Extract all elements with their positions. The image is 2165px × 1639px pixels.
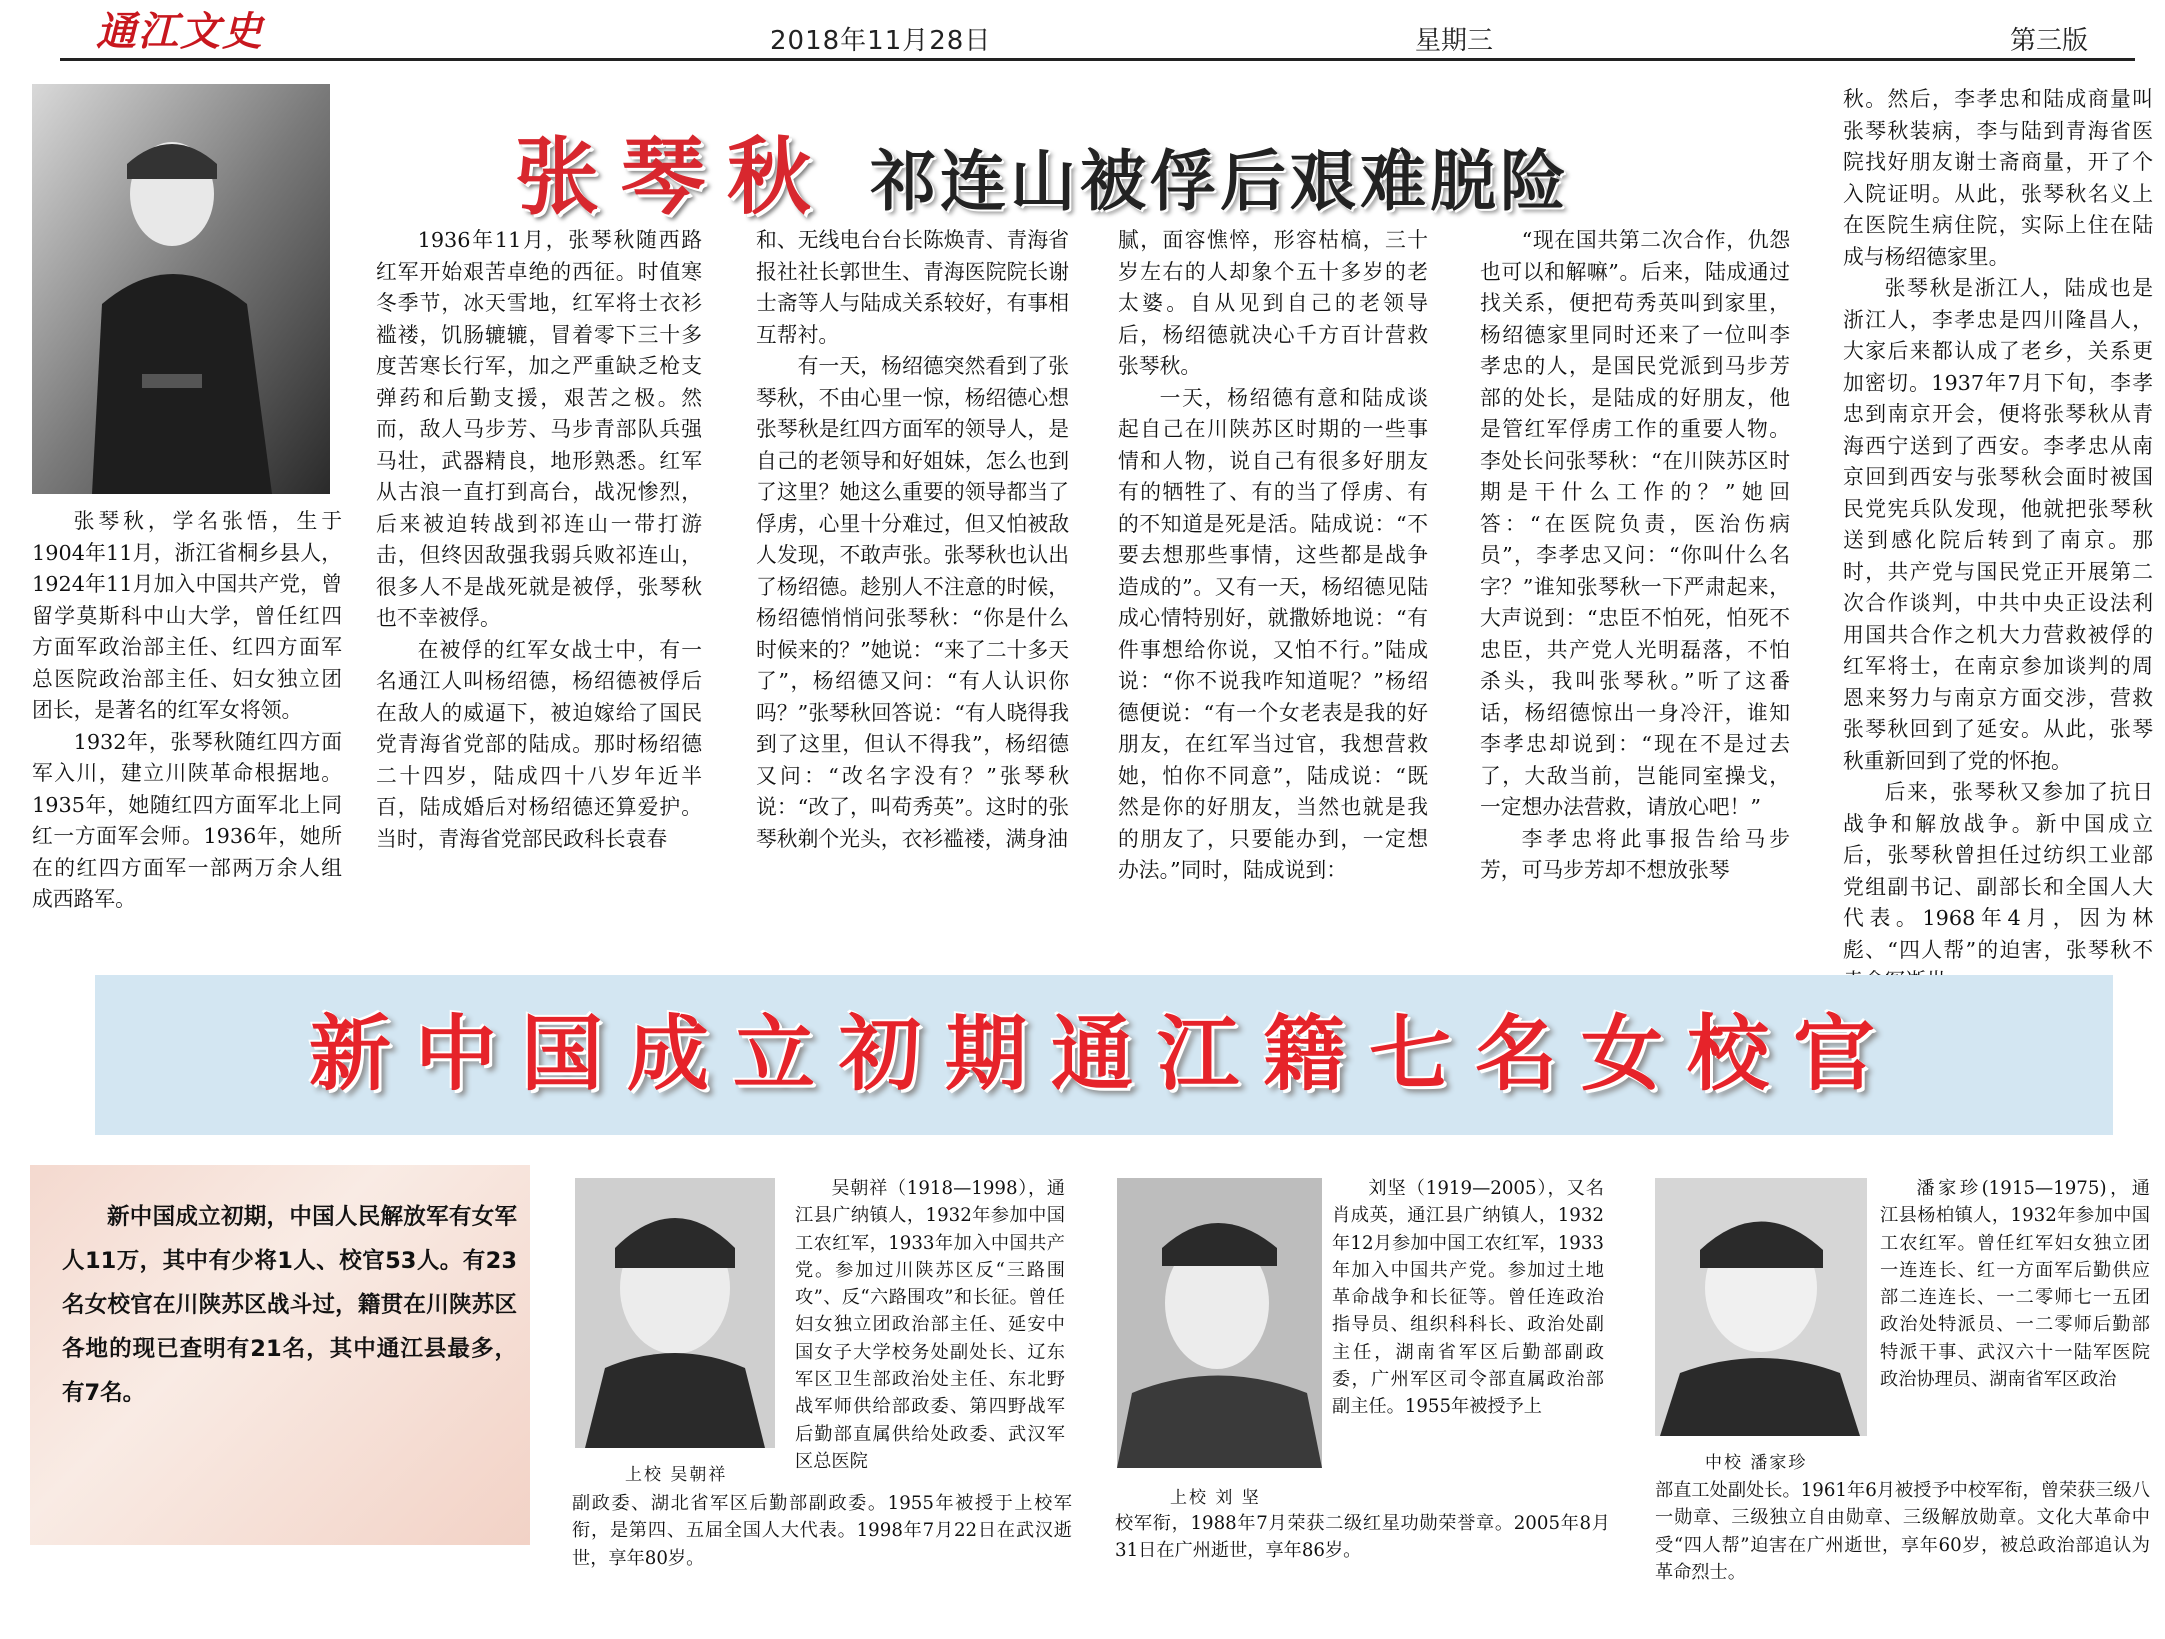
article-title-name: 张琴秋 <box>515 128 834 226</box>
paragraph: 和、无线电台台长陈焕青、青海省报社社长郭世生、青海医院院长谢士斋等人与陆成关系较好，有事相互帮衬。 <box>756 228 1069 347</box>
edition-number: 第三版 <box>2010 26 2089 56</box>
paragraph: 一天，杨绍德有意和陆成谈起自己在川陕苏区时期的一些事情和人物，说自己有很多好朋友有的牺牲了、有的当了俘虏、有的不知道是死是活。陆成说：“不要去想那些事情，这些都是战争造成的”。又有一天，杨绍德见陆成心情特别好，就撒娇地说：“有件事想给你说，又怕不行。”陆成说：“你不说我咋知道呢？”杨绍德便说：“有一个女老表是我的好朋友，在红军当过官，我想营救她，怕你不同意”，陆成说：“既然是你的好朋友，当然也就是我的朋友了，只要能办到，一定想办法。”同时，陆成说到： <box>1118 385 1428 882</box>
photo-caption: 上校 吴朝祥 <box>625 1465 728 1485</box>
bio-pan-jiazhen-continued <box>1655 1477 2150 1586</box>
article-column-2 <box>376 225 702 855</box>
bio-paragraph: 潘家珍(1915—1975)，通江县杨柏镇人，1932年参加中国工农红军。曾任红军妇女独立团一连连长、红一方面军后勤供应部二连连长、一二零师七一五团政治处特派员、一二零师后勤部特派干事、武汉六十一陆军医院政治协理员、湖南省军区政治 <box>1880 1178 2150 1391</box>
paragraph: 腻，面容憔悴，形容枯槁，三十岁左右的人却象个五十多岁的老太婆。自从见到自己的老领导后，杨绍德就决心千方百计营救张琴秋。 <box>1118 228 1428 378</box>
article-column-3 <box>756 225 1069 855</box>
bio-liu-jian-continued <box>1115 1510 1610 1565</box>
article-column-4 <box>1118 225 1428 887</box>
paragraph: “现在国共第二次合作，仇怨也可以和解嘛”。后来，陆成通过找关系，便把苟秀英叫到家里，杨绍德家里同时还来了一位叫李孝忠的人，是国民党派到马步芳部的处长，是陆成的好朋友，他是管红军俘虏工作的重要人物。李处长问张琴秋：“在川陕苏区时期是干什么工作的？”她回答：“在医院负责，医治伤病员”，李孝忠又问：“你叫什么名字？”谁知张琴秋一下严肃起来，大声说到：“忠臣不怕死，怕死不忠臣，共产党人光明磊落，不怕杀头，我叫张琴秋。”听了这番话，杨绍德惊出一身冷汗，谁知李孝忠却说到：“现在不是过去了，大敌当前，岂能同室操戈，一定想办法营救，请放心吧！” <box>1480 228 1790 819</box>
paragraph: 张琴秋，学名张悟，生于1904年11月，浙江省桐乡县人，1924年11月加入中国共产党，曾留学莫斯科中山大学，曾任红四方面军政治部主任、红四方面军总医院政治部主任、妇女独立团团长，是著名的红军女将领。 <box>32 509 342 722</box>
paragraph: 后来，张琴秋又参加了抗日战争和解放战争。新中国成立后，张琴秋曾担任过纺织工业部党组副书记、副部长和全国人大代表。1968年4月，因为林彪、“四人帮”的迫害，张琴秋不 <box>1843 780 2153 962</box>
bio-paragraph: 刘坚（1919—2005），又名肖成英，通江县广纳镇人，1932年12月参加中国工农红军，1933年加入中国共产党。参加过土地革命战争和长征等。曾任连政治指导员、组织科科长、政治处副主任，湖南省军区后勤部副政委，广州军区司令部直属政治部副主任。1955年被授予上 <box>1332 1178 1604 1418</box>
section-banner-title: 新中国成立初期通江籍七名女校官 <box>308 1007 1899 1102</box>
intro-paragraph: 新中国成立初期，中国人民解放军有女军人11万，其中有少将1人、校官53人。有23名女校官在川陕苏区战斗过，籍贯在川陕苏区各地的现已查明有21名，其中通江县最多，有7名。 <box>62 1204 517 1406</box>
issue-date: 2018年11月28日 <box>770 26 992 56</box>
photo-zhang-qinqiu <box>32 84 330 494</box>
article-column-1 <box>32 506 342 916</box>
paragraph: 在被俘的红军女战士中，有一名通江人叫杨绍德，杨绍德被俘后在敌人的威逼下，被迫嫁给了国民党青海省党部的陆成。那时杨绍德二十四岁，陆成四十八岁年近半百，陆成婚后对杨绍德还算爱护。当时，青海省党部民政科长袁春 <box>376 637 702 851</box>
article-column-5 <box>1480 225 1790 887</box>
photo-caption: 上校 刘 坚 <box>1170 1488 1261 1508</box>
bio-liu-jian <box>1332 1175 1604 1421</box>
bio-paragraph: 部直工处副处长。1961年6月被授予中校军衔，曾荣获三级八一勋章、三级独立自由勋章、三级解放勋章。文化大革命中受“四人帮”迫害在广州逝世，享年60岁，被总政治部追认为革命烈士。 <box>1655 1480 2150 1583</box>
photo-pan-jiazhen <box>1655 1178 1867 1436</box>
section-banner <box>95 975 2113 1135</box>
paragraph: 有一天，杨绍德突然看到了张琴秋，不由心里一惊，杨绍德心想张琴秋是红四方面军的领导人，是自己的老领导和好姐妹，怎么也到了这里？她这么重要的领导都当了俘虏，心里十分难过，但又怕被敌人发现，不敢声张。张琴秋也认出了杨绍德。趁别人不注意的时候，杨绍德悄悄问张琴秋：“你是什么时候来的？”她说：“来了二十多天了”，杨绍德又问：“有人认识你吗？”张琴秋回答说：“有人晓得我到了这里，但认不得我”，杨绍德又问：“改名字没有？”张琴秋说：“改了，叫苟秀英”。这时的张琴秋剃个光头，衣衫褴褛，满身油 <box>756 354 1069 851</box>
intro-text <box>62 1195 517 1415</box>
masthead-logo: 通江文史 <box>96 8 264 55</box>
paragraph: 李孝忠将此事报告给马步芳，可马步芳却不想放张琴 <box>1480 826 1790 882</box>
paragraph: 秋。然后，李孝忠和陆成商量叫张琴秋装病，李与陆到青海省医院找好朋友谢士斋商量，开了个入院证明。从此，张琴秋名义上在医院生病住院，实际上住在陆成与杨绍德家里。 <box>1843 87 2153 269</box>
bio-paragraph: 校军衔，1988年7月荣获二级红星功勋荣誉章。2005年8月31日在广州逝世，享年86岁。 <box>1115 1513 1610 1562</box>
photo-caption: 中校 潘家珍 <box>1705 1453 1808 1473</box>
article-column-6 <box>1843 84 2153 998</box>
article-title-subtitle: 祁连山被俘后艰难脱险 <box>870 143 1570 220</box>
bio-paragraph: 副政委、湖北省军区后勤部副政委。1955年被授于上校军衔，是第四、五届全国人大代表。1998年7月22日在武汉逝世，享年80岁。 <box>572 1493 1072 1569</box>
bio-wu-chaoxiang <box>795 1175 1065 1475</box>
bio-wu-chaoxiang-continued <box>572 1490 1072 1572</box>
paragraph: 1932年，张琴秋随红四方面军入川，建立川陕革命根据地。1935年，她随红四方面军北上同红一方面军会师。1936年，她所在的红四方面军一部两万余人组成西路军。 <box>32 729 342 911</box>
issue-weekday: 星期三 <box>1415 26 1494 56</box>
header-rule <box>60 58 2135 61</box>
bio-pan-jiazhen <box>1880 1175 2150 1393</box>
bio-paragraph: 吴朝祥（1918—1998），通江县广纳镇人，1932年参加中国工农红军，1933年加入中国共产党。参加过川陕苏区反“三路围攻”、反“六路围攻”和长征。曾任妇女独立团政治部主任、延安中国女子大学校务处副处长、辽东军区卫生部政治处主任、东北野战军师供给部政委、第四野战军后勤部直属供给处政委、武汉军区总医院 <box>795 1178 1065 1472</box>
paragraph: 1936年11月，张琴秋随西路红军开始艰苦卓绝的西征。时值寒冬季节，冰天雪地，红军将士衣衫褴褛，饥肠辘辘，冒着零下三十多度苦寒长行军，加之严重缺乏枪支弹药和后勤支援，艰苦之极。然而，敌人马步芳、马步青部队兵强马壮，武器精良，地形熟悉。红军从古浪一直打到高台，战况惨烈，后来被迫转战到祁连山一带打游击，但终因敌强我弱兵败祁连山，很多人不是战死就是被俘，张琴秋也不幸被俘。 <box>376 228 702 630</box>
paragraph: 张琴秋是浙江人，陆成也是浙江人，李孝忠是四川隆昌人，大家后来都认成了老乡，关系更加密切。1937年7月下旬，李孝忠到南京开会，便将张琴秋从青海西宁送到了西安。李孝忠从南京回到西安与张琴秋会面时被国民党宪兵队发现，他就把张琴秋送到感化院后转到了南京。那时，共产党与国民党正开展第二次合作谈判，中共中央正设法利用国共合作之机大力营救被俘的红军将士，在南京参加谈判的周恩来努力与南京方面交涉，营救张琴秋回到了延安。从此，张琴秋重新回到了党的怀抱。 <box>1843 276 2153 773</box>
photo-liu-jian <box>1117 1178 1322 1468</box>
photo-wu-chaoxiang <box>575 1178 775 1448</box>
